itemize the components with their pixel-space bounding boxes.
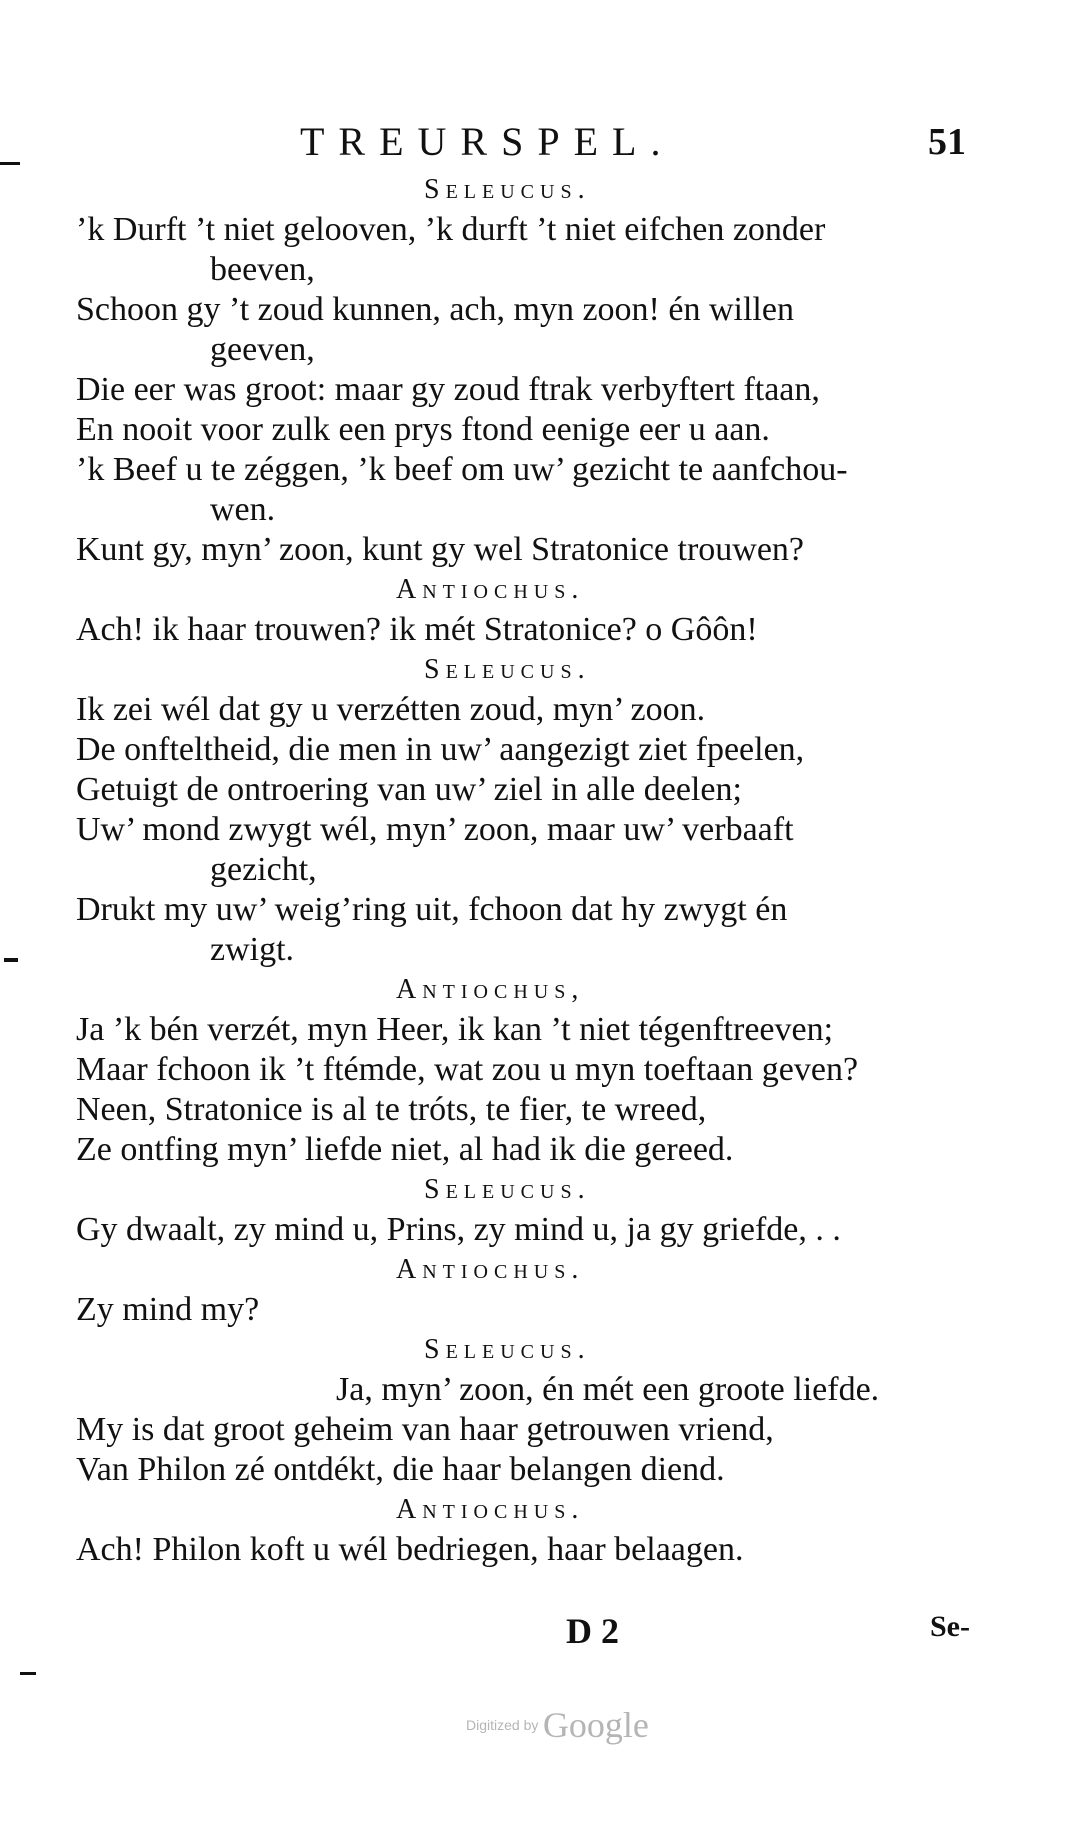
verse-line: De onfteltheid, die men in uw’ aangezigt ziet fpeelen, xyxy=(76,731,805,768)
watermark-small-text: Digitized by xyxy=(466,1717,539,1733)
verse-line: Ja, myn’ zoon, én mét een groote liefde. xyxy=(336,1371,880,1408)
verse-line: Drukt my uw’ weig’ring uit, fchoon dat hy zwygt én xyxy=(76,891,788,928)
margin-mark xyxy=(20,1672,36,1675)
verse-line: En nooit voor zulk een prys ftond eenige eer u aan. xyxy=(76,411,770,448)
verse-continuation: gezicht, xyxy=(210,851,317,888)
verse-line: Ze ontfing myn’ liefde niet, al had ik die gereed. xyxy=(76,1131,734,1168)
verse-line: ’k Beef u te zéggen, ’k beef om uw’ gezicht te aanfchou- xyxy=(76,451,848,488)
verse-line: Maar fchoon ik ’t ftémde, wat zou u myn toeftaan geven? xyxy=(76,1051,859,1088)
speaker-name: Antiochus. xyxy=(396,1494,585,1525)
speaker-name: Seleucus. xyxy=(424,1174,591,1205)
verse-line: My is dat groot geheim van haar getrouwen vriend, xyxy=(76,1411,774,1448)
verse-line: Gy dwaalt, zy mind u, Prins, zy mind u, ja gy griefde, . . xyxy=(76,1211,841,1248)
verse-line: Ach! ik haar trouwen? ik mét Stratonice? o Gôôn! xyxy=(76,611,758,648)
page-number: 51 xyxy=(928,121,966,163)
verse-line: Ik zei wél dat gy u verzétten zoud, myn’ zoon. xyxy=(76,691,706,728)
running-title: TREURSPEL. xyxy=(300,119,675,164)
speaker-name: Antiochus. xyxy=(396,574,585,605)
speaker-name: Seleucus. xyxy=(424,1334,591,1365)
verse-line: Neen, Stratonice is al te tróts, te fier, te wreed, xyxy=(76,1091,707,1128)
verse-continuation: beeven, xyxy=(210,251,315,288)
verse-line: Ja ’k bén verzét, myn Heer, ik kan ’t niet tégenftreeven; xyxy=(76,1011,834,1048)
verse-continuation: wen. xyxy=(210,491,276,528)
verse-line: ’k Durft ’t niet gelooven, ’k durft ’t niet eifchen zonder xyxy=(76,211,826,248)
speaker-name: Antiochus. xyxy=(396,1254,585,1285)
play-text xyxy=(76,170,996,1570)
verse-line: Zy mind my? xyxy=(76,1291,260,1328)
digitization-watermark xyxy=(466,1704,649,1746)
verse-line: Kunt gy, myn’ zoon, kunt gy wel Stratonice trouwen? xyxy=(76,531,805,568)
verse-line: Van Philon zé ontdékt, die haar belangen diend. xyxy=(76,1451,725,1488)
verse-line: Die eer was groot: maar gy zoud ftrak verbyftert ftaan, xyxy=(76,371,820,408)
verse-line: Getuigt de ontroering van uw’ ziel in alle deelen; xyxy=(76,771,742,808)
verse-continuation: zwigt. xyxy=(210,931,295,968)
margin-mark xyxy=(4,958,18,962)
margin-mark xyxy=(0,162,20,165)
verse-line: Ach! Philon koft u wél bedriegen, haar belaagen. xyxy=(76,1531,744,1568)
verse-line: Uw’ mond zwygt wél, myn’ zoon, maar uw’ verbaaft xyxy=(76,811,794,848)
catchword: Se- xyxy=(930,1610,970,1643)
speaker-name: Antiochus, xyxy=(396,974,585,1005)
speaker-name: Seleucus. xyxy=(424,654,591,685)
signature-mark: D 2 xyxy=(566,1611,619,1651)
verse-line: Schoon gy ’t zoud kunnen, ach, myn zoon! én willen xyxy=(76,291,794,328)
verse-continuation: geeven, xyxy=(210,331,315,368)
watermark-logo-text: Google xyxy=(542,1705,649,1745)
speaker-name: Seleucus. xyxy=(424,174,591,205)
